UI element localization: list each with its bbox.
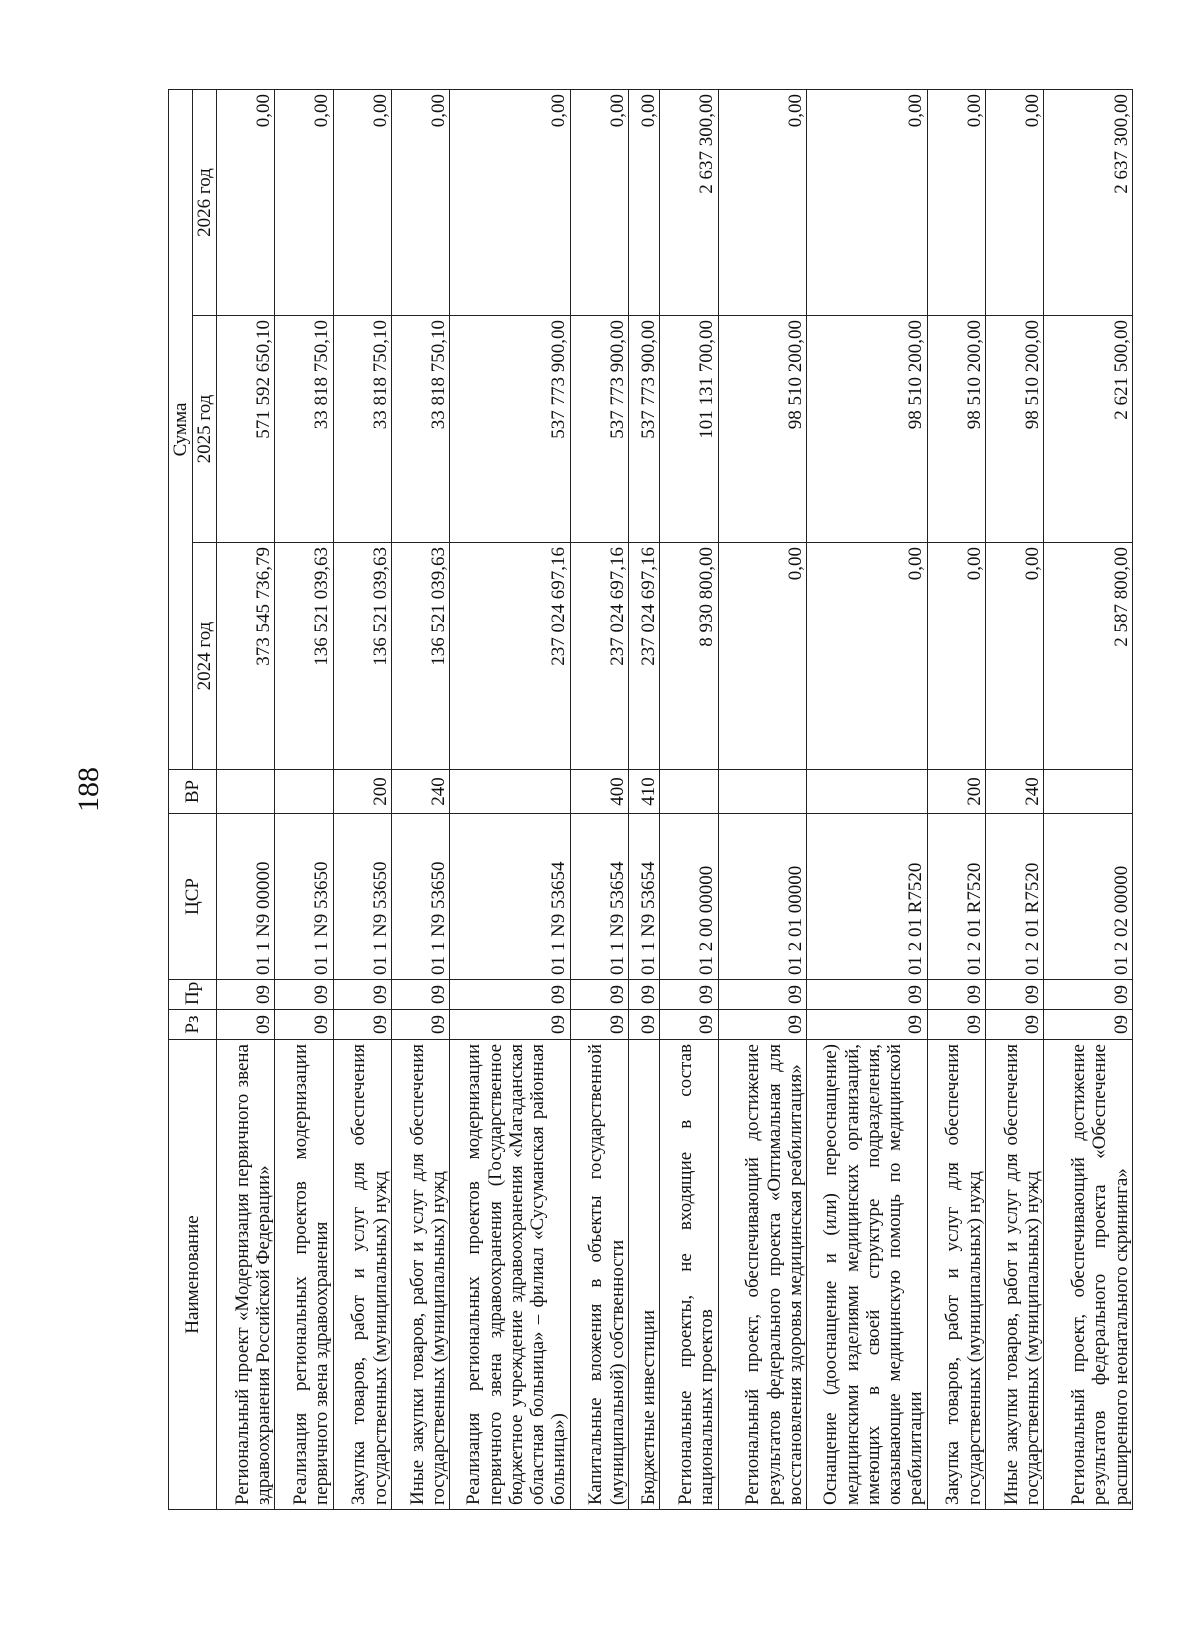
row-sum-2024: 2 587 800,00 <box>1044 543 1133 770</box>
row-rz: 09 <box>333 1010 391 1040</box>
row-sum-2025: 33 818 750,10 <box>275 316 333 543</box>
row-sum-2025: 98 510 200,00 <box>985 316 1043 543</box>
table-row <box>450 90 570 1510</box>
row-sum-2024: 0,00 <box>985 543 1043 770</box>
row-vr <box>217 770 275 814</box>
row-rz: 09 <box>570 1010 628 1040</box>
table-row <box>275 90 333 1510</box>
row-pr: 09 <box>333 980 391 1010</box>
row-csr: 01 2 01 R7520 <box>985 814 1043 980</box>
row-sum-2026: 0,00 <box>628 90 659 316</box>
row-vr <box>450 770 570 814</box>
table-row <box>628 90 659 1510</box>
row-pr: 09 <box>718 980 807 1010</box>
header-name: Наименование <box>169 1040 217 1510</box>
row-csr: 01 1 N9 53650 <box>275 814 333 980</box>
row-name: Оснащение (дооснащение и (или) переоснащение) медицинскими изделиями медицинских организаций, имеющих в своей структуре подразделения, оказывающие медицинскую помощь по медицинской реабилитации <box>807 1040 927 1510</box>
row-csr: 01 2 01 R7520 <box>807 814 927 980</box>
row-sum-2025: 98 510 200,00 <box>927 316 985 543</box>
table-row <box>660 90 718 1510</box>
row-pr: 09 <box>660 980 718 1010</box>
row-sum-2025: 33 818 750,10 <box>391 316 449 543</box>
row-sum-2025: 537 773 900,00 <box>570 316 628 543</box>
row-sum-2024: 136 521 039,63 <box>391 543 449 770</box>
row-name: Капитальные вложения в объекты государственной (муниципальной) собственности <box>570 1040 628 1510</box>
row-pr: 09 <box>275 980 333 1010</box>
row-rz: 09 <box>391 1010 449 1040</box>
page-number: 188 <box>72 767 105 812</box>
row-sum-2024: 0,00 <box>927 543 985 770</box>
row-name: Региональный проект, обеспечивающий достижение результатов федерального проекта «Оптимальная для восстановления здоровья медицинская реабилитация» <box>718 1040 807 1510</box>
budget-table <box>168 89 1133 1510</box>
row-pr: 09 <box>807 980 927 1010</box>
header-csr: ЦСР <box>169 814 217 980</box>
row-rz: 09 <box>628 1010 659 1040</box>
row-sum-2025: 537 773 900,00 <box>628 316 659 543</box>
row-name: Закупка товаров, работ и услуг для обеспечения государственных (муниципальных) нужд <box>333 1040 391 1510</box>
row-sum-2026: 0,00 <box>450 90 570 316</box>
row-sum-2025: 98 510 200,00 <box>807 316 927 543</box>
row-vr <box>718 770 807 814</box>
row-vr: 240 <box>985 770 1043 814</box>
row-sum-2024: 237 024 697,16 <box>628 543 659 770</box>
header-row-1 <box>169 90 193 1510</box>
row-sum-2025: 101 131 700,00 <box>660 316 718 543</box>
table-row <box>985 90 1043 1510</box>
row-vr: 410 <box>628 770 659 814</box>
row-csr: 01 1 N9 53650 <box>391 814 449 980</box>
header-sum: Сумма <box>169 90 193 770</box>
row-rz: 09 <box>660 1010 718 1040</box>
row-rz: 09 <box>217 1010 275 1040</box>
row-sum-2024: 136 521 039,63 <box>275 543 333 770</box>
row-vr <box>660 770 718 814</box>
row-sum-2026: 0,00 <box>718 90 807 316</box>
row-csr: 01 1 N9 53654 <box>450 814 570 980</box>
table-row <box>570 90 628 1510</box>
row-sum-2024: 8 930 800,00 <box>660 543 718 770</box>
row-sum-2026: 0,00 <box>333 90 391 316</box>
row-vr <box>807 770 927 814</box>
row-sum-2025: 537 773 900,00 <box>450 316 570 543</box>
row-name: Реализация региональных проектов модернизации первичного звена здравоохранения (Государственное бюджетное учреждение здравоохранения «Магаданская областная больница» – филиал «Сусуманская районная больница») <box>450 1040 570 1510</box>
row-csr: 01 1 N9 53654 <box>628 814 659 980</box>
row-sum-2026: 0,00 <box>927 90 985 316</box>
row-sum-2026: 0,00 <box>217 90 275 316</box>
row-pr: 09 <box>927 980 985 1010</box>
row-rz: 09 <box>1044 1010 1133 1040</box>
row-csr: 01 2 02 00000 <box>1044 814 1133 980</box>
row-sum-2024: 237 024 697,16 <box>570 543 628 770</box>
row-csr: 01 1 N9 00000 <box>217 814 275 980</box>
row-sum-2025: 2 621 500,00 <box>1044 316 1133 543</box>
row-sum-2026: 0,00 <box>985 90 1043 316</box>
table-row <box>927 90 985 1510</box>
row-pr: 09 <box>570 980 628 1010</box>
row-rz: 09 <box>275 1010 333 1040</box>
row-sum-2026: 2 637 300,00 <box>660 90 718 316</box>
row-sum-2024: 0,00 <box>807 543 927 770</box>
row-vr <box>1044 770 1133 814</box>
rotated-page-content <box>168 90 1133 1510</box>
row-name: Реализация региональных проектов модернизации первичного звена здравоохранения <box>275 1040 333 1510</box>
table-row <box>391 90 449 1510</box>
row-sum-2024: 237 024 697,16 <box>450 543 570 770</box>
row-rz: 09 <box>985 1010 1043 1040</box>
row-name: Закупка товаров, работ и услуг для обеспечения государственных (муниципальных) нужд <box>927 1040 985 1510</box>
row-rz: 09 <box>450 1010 570 1040</box>
row-sum-2026: 0,00 <box>570 90 628 316</box>
row-sum-2026: 2 637 300,00 <box>1044 90 1133 316</box>
row-sum-2025: 98 510 200,00 <box>718 316 807 543</box>
row-rz: 09 <box>927 1010 985 1040</box>
row-pr: 09 <box>450 980 570 1010</box>
header-2024: 2024 год <box>193 543 217 770</box>
row-sum-2024: 373 545 736,79 <box>217 543 275 770</box>
row-pr: 09 <box>628 980 659 1010</box>
row-name: Региональный проект, обеспечивающий достижение результатов федерального проекта «Обеспечение расширенного неонатального скрининга» <box>1044 1040 1133 1510</box>
row-sum-2026: 0,00 <box>275 90 333 316</box>
row-vr: 200 <box>333 770 391 814</box>
row-sum-2024: 0,00 <box>718 543 807 770</box>
row-name: Региональные проекты, не входящие в состав национальных проектов <box>660 1040 718 1510</box>
row-sum-2024: 136 521 039,63 <box>333 543 391 770</box>
table-row <box>217 90 275 1510</box>
row-name: Региональный проект «Модернизация первичного звена здравоохранения Российской Федерации» <box>217 1040 275 1510</box>
header-2026: 2026 год <box>193 90 217 316</box>
row-sum-2026: 0,00 <box>807 90 927 316</box>
row-sum-2025: 571 592 650,10 <box>217 316 275 543</box>
row-name: Иные закупки товаров, работ и услуг для обеспечения государственных (муниципальных) нужд <box>391 1040 449 1510</box>
row-sum-2025: 33 818 750,10 <box>333 316 391 543</box>
header-2025: 2025 год <box>193 316 217 543</box>
table-row <box>807 90 927 1510</box>
row-csr: 01 2 00 00000 <box>660 814 718 980</box>
header-pr: Пр <box>169 980 217 1010</box>
row-vr: 240 <box>391 770 449 814</box>
row-pr: 09 <box>985 980 1043 1010</box>
table-row <box>718 90 807 1510</box>
table-body <box>217 90 1133 1510</box>
table-row <box>1044 90 1133 1510</box>
row-vr <box>275 770 333 814</box>
row-csr: 01 1 N9 53654 <box>570 814 628 980</box>
row-vr: 400 <box>570 770 628 814</box>
row-pr: 09 <box>391 980 449 1010</box>
row-pr: 09 <box>1044 980 1133 1010</box>
row-csr: 01 1 N9 53650 <box>333 814 391 980</box>
row-rz: 09 <box>807 1010 927 1040</box>
row-vr: 200 <box>927 770 985 814</box>
header-rz: Рз <box>169 1010 217 1040</box>
row-csr: 01 2 01 00000 <box>718 814 807 980</box>
row-name: Бюджетные инвестиции <box>628 1040 659 1510</box>
row-name: Иные закупки товаров, работ и услуг для обеспечения государственных (муниципальных) нужд <box>985 1040 1043 1510</box>
row-rz: 09 <box>718 1010 807 1040</box>
row-sum-2026: 0,00 <box>391 90 449 316</box>
header-vr: ВР <box>169 770 217 814</box>
row-pr: 09 <box>217 980 275 1010</box>
table-row <box>333 90 391 1510</box>
row-csr: 01 2 01 R7520 <box>927 814 985 980</box>
